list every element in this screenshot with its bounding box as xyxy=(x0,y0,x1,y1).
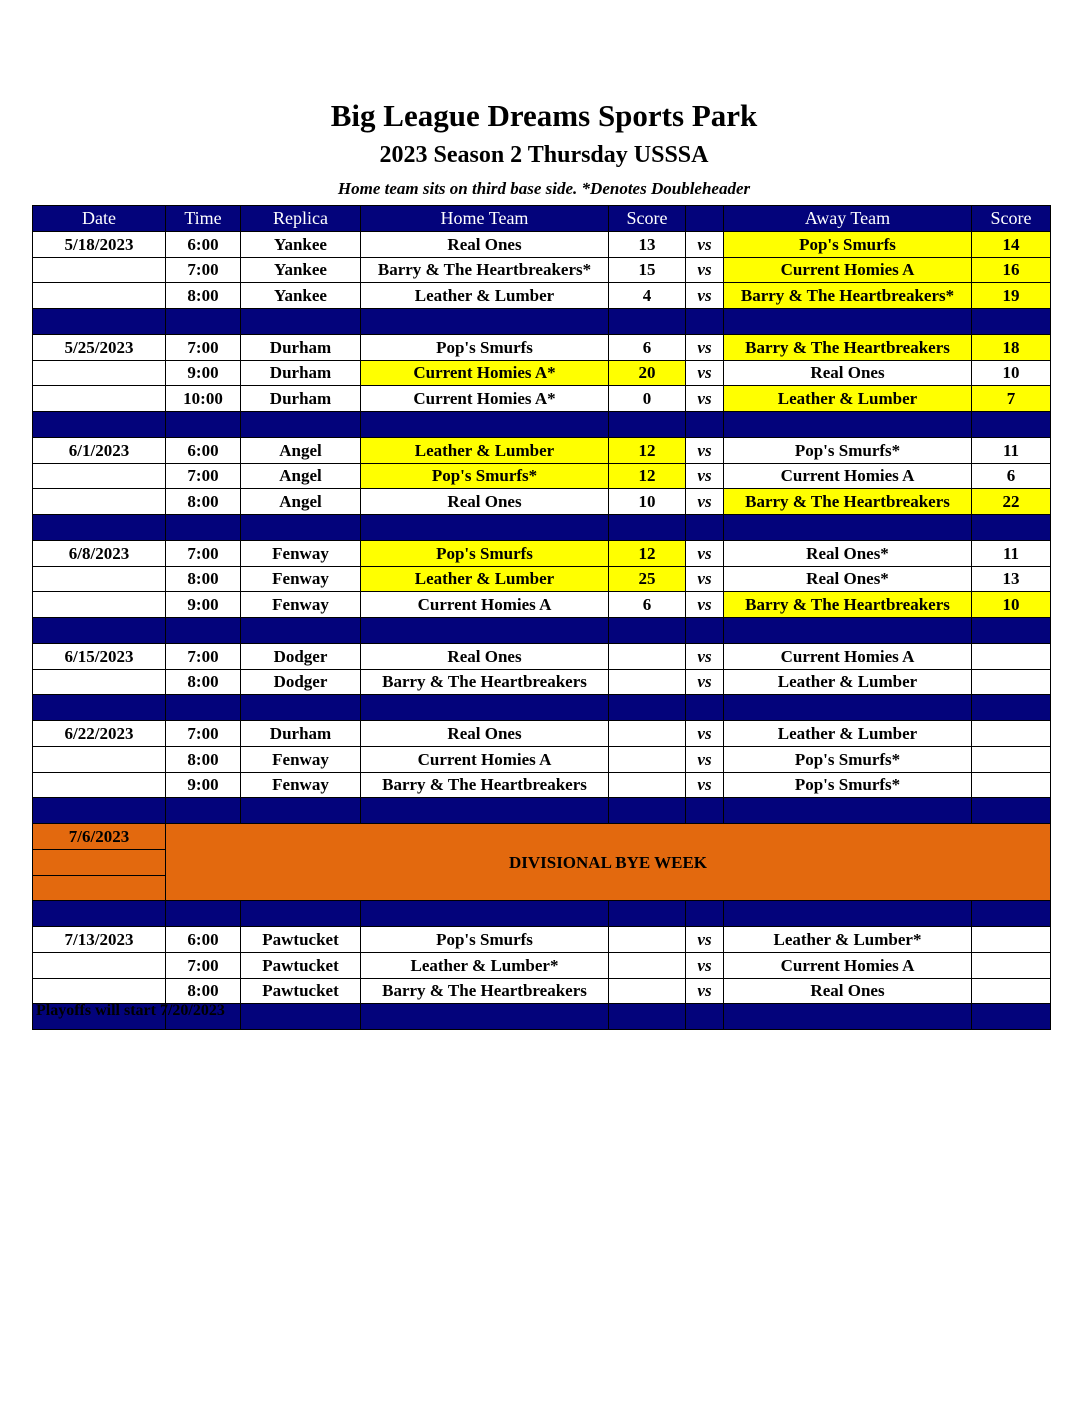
game-time: 9:00 xyxy=(166,360,241,386)
vs-label: vs xyxy=(686,669,724,695)
away-score: 14 xyxy=(972,231,1051,257)
vs-label: vs xyxy=(686,257,724,283)
separator-row xyxy=(33,798,1051,824)
col-header-away-team: Away Team xyxy=(724,206,972,232)
home-score: 15 xyxy=(609,257,686,283)
away-team: Leather & Lumber* xyxy=(724,927,972,953)
vs-label: vs xyxy=(686,360,724,386)
game-time: 8:00 xyxy=(166,566,241,592)
game-row xyxy=(33,669,1051,695)
game-time: 8:00 xyxy=(166,978,241,1004)
home-team: Real Ones xyxy=(361,643,609,669)
separator-cell xyxy=(361,1004,609,1030)
week-date-empty xyxy=(33,772,166,798)
vs-label: vs xyxy=(686,437,724,463)
separator-cell xyxy=(686,618,724,644)
playoffs-note: Playoffs will start 7/20/2023 xyxy=(36,1002,225,1019)
separator-cell xyxy=(972,695,1051,721)
away-team: Current Homies A xyxy=(724,257,972,283)
separator-cell xyxy=(241,695,361,721)
separator-row xyxy=(33,695,1051,721)
away-score xyxy=(972,721,1051,747)
away-score: 22 xyxy=(972,489,1051,515)
home-score: 0 xyxy=(609,386,686,412)
home-score xyxy=(609,721,686,747)
game-row xyxy=(33,952,1051,978)
away-team: Real Ones* xyxy=(724,540,972,566)
game-replica: Durham xyxy=(241,334,361,360)
week-date-empty xyxy=(33,669,166,695)
home-team: Pop's Smurfs* xyxy=(361,463,609,489)
home-team: Barry & The Heartbreakers xyxy=(361,669,609,695)
col-header-away-score: Score xyxy=(972,206,1051,232)
game-replica: Yankee xyxy=(241,283,361,309)
away-team: Barry & The Heartbreakers* xyxy=(724,283,972,309)
away-team: Barry & The Heartbreakers xyxy=(724,592,972,618)
away-score: 11 xyxy=(972,540,1051,566)
game-replica: Pawtucket xyxy=(241,927,361,953)
separator-cell xyxy=(609,901,686,927)
game-time: 9:00 xyxy=(166,592,241,618)
home-team: Current Homies A xyxy=(361,746,609,772)
col-header-vs xyxy=(686,206,724,232)
separator-cell xyxy=(166,618,241,644)
separator-cell xyxy=(166,412,241,438)
game-time: 7:00 xyxy=(166,540,241,566)
separator-cell xyxy=(609,1004,686,1030)
separator-cell xyxy=(241,798,361,824)
separator-cell xyxy=(972,515,1051,541)
separator-cell xyxy=(609,618,686,644)
game-time: 8:00 xyxy=(166,283,241,309)
week-date: 6/1/2023 xyxy=(33,437,166,463)
game-row xyxy=(33,463,1051,489)
away-team: Barry & The Heartbreakers xyxy=(724,489,972,515)
separator-cell xyxy=(724,901,972,927)
separator-cell xyxy=(361,618,609,644)
home-team: Current Homies A* xyxy=(361,360,609,386)
vs-label: vs xyxy=(686,721,724,747)
week-date-empty xyxy=(33,283,166,309)
separator-cell xyxy=(241,618,361,644)
away-score xyxy=(972,772,1051,798)
home-team: Barry & The Heartbreakers xyxy=(361,978,609,1004)
away-team: Real Ones xyxy=(724,360,972,386)
home-team: Leather & Lumber xyxy=(361,566,609,592)
away-score: 6 xyxy=(972,463,1051,489)
away-team: Barry & The Heartbreakers xyxy=(724,334,972,360)
page-subtitle: 2023 Season 2 Thursday USSSA xyxy=(379,142,709,168)
separator-cell xyxy=(33,309,166,335)
separator-cell xyxy=(686,309,724,335)
vs-label: vs xyxy=(686,463,724,489)
home-team: Leather & Lumber xyxy=(361,283,609,309)
away-team: Real Ones xyxy=(724,978,972,1004)
separator-row xyxy=(33,309,1051,335)
away-team: Pop's Smurfs* xyxy=(724,746,972,772)
game-row xyxy=(33,772,1051,798)
game-replica: Fenway xyxy=(241,592,361,618)
home-score xyxy=(609,927,686,953)
game-time: 8:00 xyxy=(166,489,241,515)
separator-cell xyxy=(724,798,972,824)
game-replica: Durham xyxy=(241,386,361,412)
bye-week-label: DIVISIONAL BYE WEEK xyxy=(166,824,1051,901)
separator-cell xyxy=(361,515,609,541)
separator-cell xyxy=(609,515,686,541)
schedule-note: Home team sits on third base side. *Denotes Doubleheader xyxy=(337,179,751,198)
bye-date-cell xyxy=(33,849,166,875)
game-replica: Pawtucket xyxy=(241,952,361,978)
game-row xyxy=(33,927,1051,953)
home-team: Current Homies A* xyxy=(361,386,609,412)
game-row xyxy=(33,437,1051,463)
separator-cell xyxy=(33,695,166,721)
vs-label: vs xyxy=(686,978,724,1004)
game-row xyxy=(33,540,1051,566)
away-score: 11 xyxy=(972,437,1051,463)
week-date: 5/18/2023 xyxy=(33,231,166,257)
separator-cell xyxy=(724,309,972,335)
away-score: 13 xyxy=(972,566,1051,592)
away-team: Current Homies A xyxy=(724,643,972,669)
separator-cell xyxy=(241,515,361,541)
separator-cell xyxy=(686,412,724,438)
away-score xyxy=(972,952,1051,978)
separator-cell xyxy=(361,798,609,824)
vs-label: vs xyxy=(686,231,724,257)
separator-cell xyxy=(686,901,724,927)
separator-cell xyxy=(972,901,1051,927)
game-time: 7:00 xyxy=(166,463,241,489)
home-score xyxy=(609,669,686,695)
separator-cell xyxy=(724,695,972,721)
vs-label: vs xyxy=(686,489,724,515)
vs-label: vs xyxy=(686,643,724,669)
game-row xyxy=(33,592,1051,618)
separator-cell xyxy=(724,618,972,644)
home-score: 12 xyxy=(609,540,686,566)
week-date-empty xyxy=(33,489,166,515)
week-date: 5/25/2023 xyxy=(33,334,166,360)
separator-cell xyxy=(241,309,361,335)
header-row xyxy=(33,206,1051,232)
week-date: 7/13/2023 xyxy=(33,927,166,953)
vs-label: vs xyxy=(686,772,724,798)
separator-cell xyxy=(361,412,609,438)
game-replica: Pawtucket xyxy=(241,978,361,1004)
vs-label: vs xyxy=(686,334,724,360)
game-replica: Yankee xyxy=(241,257,361,283)
game-replica: Fenway xyxy=(241,566,361,592)
separator-cell xyxy=(241,1004,361,1030)
separator-cell xyxy=(361,695,609,721)
bye-week-row xyxy=(33,824,1051,850)
week-date: 6/22/2023 xyxy=(33,721,166,747)
home-score: 12 xyxy=(609,437,686,463)
separator-cell xyxy=(361,309,609,335)
col-header-replica: Replica xyxy=(241,206,361,232)
home-team: Pop's Smurfs xyxy=(361,927,609,953)
vs-label: vs xyxy=(686,566,724,592)
separator-row xyxy=(33,618,1051,644)
week-date-empty xyxy=(33,746,166,772)
separator-cell xyxy=(241,412,361,438)
game-time: 9:00 xyxy=(166,772,241,798)
week-date-empty xyxy=(33,592,166,618)
game-time: 7:00 xyxy=(166,952,241,978)
vs-label: vs xyxy=(686,540,724,566)
away-score: 10 xyxy=(972,360,1051,386)
home-score xyxy=(609,952,686,978)
game-time: 7:00 xyxy=(166,257,241,283)
home-score: 10 xyxy=(609,489,686,515)
game-replica: Durham xyxy=(241,721,361,747)
home-team: Barry & The Heartbreakers xyxy=(361,772,609,798)
home-score: 25 xyxy=(609,566,686,592)
separator-cell xyxy=(33,412,166,438)
separator-cell xyxy=(972,1004,1051,1030)
game-replica: Fenway xyxy=(241,540,361,566)
separator-cell xyxy=(609,798,686,824)
away-team: Current Homies A xyxy=(724,952,972,978)
schedule-body xyxy=(33,206,1051,1030)
separator-cell xyxy=(686,1004,724,1030)
away-score: 18 xyxy=(972,334,1051,360)
vs-label: vs xyxy=(686,283,724,309)
schedule-table xyxy=(32,205,1051,1030)
separator-cell xyxy=(166,695,241,721)
game-row xyxy=(33,257,1051,283)
game-row xyxy=(33,231,1051,257)
away-team: Pop's Smurfs* xyxy=(724,437,972,463)
home-score xyxy=(609,772,686,798)
away-score: 16 xyxy=(972,257,1051,283)
game-row xyxy=(33,746,1051,772)
week-date: 6/8/2023 xyxy=(33,540,166,566)
home-team: Pop's Smurfs xyxy=(361,334,609,360)
separator-cell xyxy=(33,515,166,541)
game-row xyxy=(33,360,1051,386)
away-team: Current Homies A xyxy=(724,463,972,489)
game-time: 6:00 xyxy=(166,927,241,953)
game-time: 10:00 xyxy=(166,386,241,412)
week-date-empty xyxy=(33,386,166,412)
separator-cell xyxy=(609,695,686,721)
separator-cell xyxy=(724,515,972,541)
home-score: 13 xyxy=(609,231,686,257)
game-replica: Angel xyxy=(241,489,361,515)
away-team: Leather & Lumber xyxy=(724,721,972,747)
game-row xyxy=(33,386,1051,412)
week-date-empty xyxy=(33,257,166,283)
separator-cell xyxy=(241,901,361,927)
vs-label: vs xyxy=(686,952,724,978)
game-row xyxy=(33,334,1051,360)
week-date-empty xyxy=(33,463,166,489)
separator-cell xyxy=(166,515,241,541)
game-replica: Angel xyxy=(241,437,361,463)
vs-label: vs xyxy=(686,592,724,618)
game-time: 6:00 xyxy=(166,437,241,463)
separator-cell xyxy=(686,695,724,721)
col-header-home-team: Home Team xyxy=(361,206,609,232)
home-score: 4 xyxy=(609,283,686,309)
away-score xyxy=(972,746,1051,772)
bye-date-cell xyxy=(33,875,166,901)
game-time: 7:00 xyxy=(166,721,241,747)
separator-cell xyxy=(166,798,241,824)
away-score: 10 xyxy=(972,592,1051,618)
separator-cell xyxy=(33,618,166,644)
away-score xyxy=(972,978,1051,1004)
home-team: Real Ones xyxy=(361,231,609,257)
home-team: Real Ones xyxy=(361,721,609,747)
away-score: 19 xyxy=(972,283,1051,309)
home-score: 6 xyxy=(609,592,686,618)
game-time: 8:00 xyxy=(166,669,241,695)
separator-cell xyxy=(166,309,241,335)
separator-cell xyxy=(972,798,1051,824)
page-title: Big League Dreams Sports Park xyxy=(330,98,758,133)
game-replica: Fenway xyxy=(241,772,361,798)
game-replica: Dodger xyxy=(241,643,361,669)
away-team: Pop's Smurfs xyxy=(724,231,972,257)
game-row xyxy=(33,721,1051,747)
away-score xyxy=(972,643,1051,669)
separator-cell xyxy=(166,901,241,927)
away-score: 7 xyxy=(972,386,1051,412)
separator-cell xyxy=(972,412,1051,438)
home-team: Pop's Smurfs xyxy=(361,540,609,566)
game-time: 7:00 xyxy=(166,334,241,360)
separator-cell xyxy=(724,412,972,438)
game-row xyxy=(33,643,1051,669)
separator-cell xyxy=(609,309,686,335)
col-header-date: Date xyxy=(33,206,166,232)
separator-cell xyxy=(33,901,166,927)
week-date: 6/15/2023 xyxy=(33,643,166,669)
col-header-time: Time xyxy=(166,206,241,232)
away-score xyxy=(972,669,1051,695)
vs-label: vs xyxy=(686,746,724,772)
separator-cell xyxy=(361,901,609,927)
away-team: Leather & Lumber xyxy=(724,669,972,695)
game-replica: Yankee xyxy=(241,231,361,257)
game-row xyxy=(33,283,1051,309)
home-score xyxy=(609,978,686,1004)
home-team: Current Homies A xyxy=(361,592,609,618)
home-score xyxy=(609,746,686,772)
home-score: 20 xyxy=(609,360,686,386)
home-team: Real Ones xyxy=(361,489,609,515)
separator-cell xyxy=(972,309,1051,335)
vs-label: vs xyxy=(686,386,724,412)
game-replica: Durham xyxy=(241,360,361,386)
separator-cell xyxy=(33,798,166,824)
game-row xyxy=(33,978,1051,1004)
separator-cell xyxy=(724,1004,972,1030)
home-team: Leather & Lumber xyxy=(361,437,609,463)
home-team: Barry & The Heartbreakers* xyxy=(361,257,609,283)
game-replica: Angel xyxy=(241,463,361,489)
separator-row xyxy=(33,412,1051,438)
col-header-home-score: Score xyxy=(609,206,686,232)
separator-cell xyxy=(686,515,724,541)
game-time: 7:00 xyxy=(166,643,241,669)
game-row xyxy=(33,489,1051,515)
separator-row xyxy=(33,901,1051,927)
away-team: Real Ones* xyxy=(724,566,972,592)
home-score xyxy=(609,643,686,669)
separator-cell xyxy=(609,412,686,438)
game-replica: Fenway xyxy=(241,746,361,772)
home-score: 12 xyxy=(609,463,686,489)
week-date-empty xyxy=(33,978,166,1004)
separator-cell xyxy=(972,618,1051,644)
week-date: 7/6/2023 xyxy=(33,824,166,850)
away-team: Leather & Lumber xyxy=(724,386,972,412)
home-team: Leather & Lumber* xyxy=(361,952,609,978)
game-time: 8:00 xyxy=(166,746,241,772)
week-date-empty xyxy=(33,566,166,592)
game-row xyxy=(33,566,1051,592)
separator-cell xyxy=(686,798,724,824)
week-date-empty xyxy=(33,360,166,386)
game-time: 6:00 xyxy=(166,231,241,257)
separator-row xyxy=(33,515,1051,541)
vs-label: vs xyxy=(686,927,724,953)
away-score xyxy=(972,927,1051,953)
week-date-empty xyxy=(33,952,166,978)
game-replica: Dodger xyxy=(241,669,361,695)
home-score: 6 xyxy=(609,334,686,360)
away-team: Pop's Smurfs* xyxy=(724,772,972,798)
